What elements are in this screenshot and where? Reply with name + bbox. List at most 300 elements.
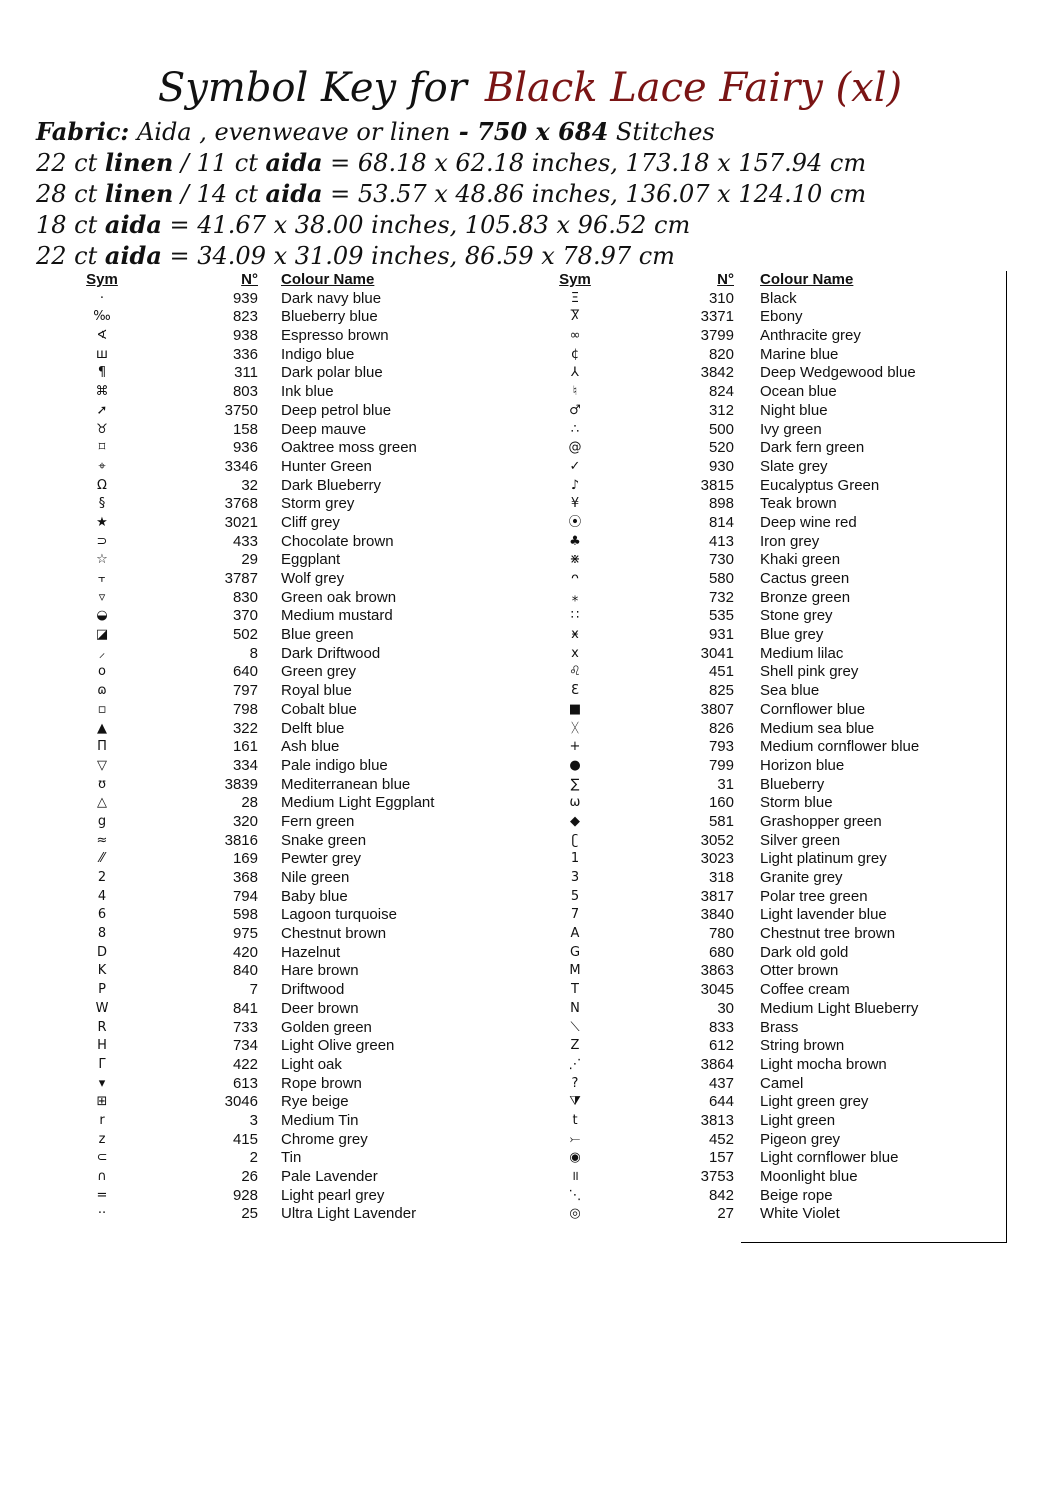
thread-number-cell: 25 bbox=[241, 1205, 258, 1223]
table-row bbox=[0, 1205, 1060, 1224]
thread-number-cell: 799 bbox=[708, 756, 734, 774]
fabric-label: Fabric: bbox=[36, 117, 130, 146]
symbol-cell: K bbox=[97, 963, 107, 979]
colour-name-cell: Deep wine red bbox=[760, 513, 857, 531]
symbol-cell: Ⴟ bbox=[570, 309, 580, 325]
colour-name-cell: Green grey bbox=[281, 663, 357, 681]
colour-name-cell: Dark navy blue bbox=[281, 289, 382, 307]
symbol-cell: ⊂ bbox=[96, 1150, 108, 1166]
table-row bbox=[0, 308, 1060, 327]
table-row bbox=[0, 832, 1060, 851]
colour-name-cell: Marine blue bbox=[760, 345, 839, 363]
size-line-pre: 22 ct bbox=[36, 149, 105, 177]
symbol-cell: ⁄⁄ bbox=[99, 851, 105, 867]
thread-number-cell: 936 bbox=[232, 439, 258, 457]
header-num: N° bbox=[241, 271, 258, 288]
colour-name-cell: Rye beige bbox=[281, 1093, 349, 1111]
symbol-cell: ∢ bbox=[96, 328, 108, 344]
symbol-cell: ¢ bbox=[570, 346, 580, 362]
thread-number-cell: 500 bbox=[708, 420, 734, 438]
colour-name-cell: Pewter grey bbox=[281, 850, 362, 868]
colour-name-cell: Night blue bbox=[760, 401, 828, 419]
symbol-cell: ⅄ bbox=[571, 365, 579, 381]
symbol-cell: ★ bbox=[96, 514, 108, 530]
thread-number-cell: 3864 bbox=[700, 1055, 734, 1073]
colour-name-cell: Lagoon turquoise bbox=[281, 906, 397, 924]
thread-number-cell: 823 bbox=[232, 308, 258, 326]
colour-name-cell: Ocean blue bbox=[760, 383, 837, 401]
table-row bbox=[0, 738, 1060, 757]
colour-name-cell: Pigeon grey bbox=[760, 1130, 841, 1148]
fabric-line bbox=[36, 116, 1036, 147]
thread-number-cell: 3839 bbox=[224, 775, 258, 793]
fabric-specs bbox=[36, 116, 1036, 271]
colour-name-cell: Driftwood bbox=[281, 981, 345, 999]
symbol-key-table bbox=[0, 271, 1060, 1251]
thread-number-cell: 520 bbox=[708, 439, 734, 457]
table-row bbox=[0, 589, 1060, 608]
colour-name-cell: Hazelnut bbox=[281, 943, 341, 961]
thread-number-cell: 928 bbox=[232, 1186, 258, 1204]
colour-name-cell: Silver green bbox=[760, 831, 841, 849]
thread-number-cell: 3045 bbox=[700, 981, 734, 999]
symbol-cell: ·· bbox=[97, 1206, 107, 1222]
colour-name-cell: Sea blue bbox=[760, 682, 820, 700]
symbol-cell: Z bbox=[570, 1038, 580, 1054]
size-line bbox=[36, 240, 1036, 271]
thread-number-cell: 580 bbox=[708, 570, 734, 587]
colour-name-cell: String brown bbox=[760, 1037, 845, 1055]
colour-name-cell: Ash blue bbox=[281, 738, 340, 756]
thread-number-cell: 3816 bbox=[224, 831, 258, 849]
symbol-cell: ω bbox=[569, 795, 581, 811]
symbol-cell: ⌘ bbox=[95, 384, 109, 400]
thread-number-cell: 336 bbox=[232, 345, 258, 363]
size-line-b2: aida bbox=[265, 179, 323, 208]
symbol-cell: M bbox=[569, 963, 581, 979]
symbol-cell: ◆ bbox=[570, 813, 580, 829]
size-line bbox=[36, 147, 1036, 178]
symbol-cell: ◪ bbox=[95, 627, 109, 643]
thread-number-cell: 3750 bbox=[224, 401, 258, 419]
symbol-cell: ⁎ bbox=[571, 589, 579, 605]
thread-number-cell: 840 bbox=[232, 962, 258, 980]
table-row bbox=[0, 290, 1060, 309]
header-name: Colour Name bbox=[760, 271, 854, 288]
table-row bbox=[0, 1000, 1060, 1019]
colour-name-cell: Khaki green bbox=[760, 551, 841, 569]
thread-number-cell: 931 bbox=[708, 626, 734, 644]
thread-number-cell: 898 bbox=[708, 495, 734, 513]
symbol-cell: H bbox=[97, 1038, 107, 1054]
symbol-cell: ᴖ bbox=[571, 571, 579, 586]
colour-name-cell: Deep mauve bbox=[281, 420, 367, 438]
colour-name-cell: Light oak bbox=[281, 1055, 342, 1073]
symbol-cell: ʗ bbox=[571, 832, 579, 848]
symbol-cell: Γ bbox=[98, 1056, 106, 1072]
table-row bbox=[0, 663, 1060, 682]
table-row bbox=[0, 514, 1060, 533]
table-row bbox=[0, 533, 1060, 552]
colour-name-cell: Iron grey bbox=[760, 532, 820, 550]
table-row bbox=[0, 495, 1060, 514]
symbol-cell: P bbox=[98, 982, 106, 998]
symbol-cell: N bbox=[570, 1000, 580, 1016]
thread-number-cell: 598 bbox=[232, 906, 258, 924]
size-line-pre: 22 ct bbox=[36, 242, 105, 270]
thread-number-cell: 814 bbox=[708, 513, 734, 531]
colour-name-cell: Deep petrol blue bbox=[281, 401, 392, 419]
table-row bbox=[0, 962, 1060, 981]
colour-name-cell: Dark Driftwood bbox=[281, 644, 381, 662]
thread-number-cell: 830 bbox=[232, 588, 258, 606]
symbol-cell: ⊞ bbox=[96, 1094, 108, 1110]
thread-number-cell: 26 bbox=[241, 1168, 258, 1185]
thread-number-cell: 322 bbox=[232, 719, 258, 737]
symbol-cell: G bbox=[569, 944, 581, 960]
symbol-key-right-column bbox=[0, 271, 1060, 1224]
colour-name-cell: Royal blue bbox=[281, 682, 352, 700]
thread-number-cell: 30 bbox=[717, 999, 734, 1017]
stitch-label: Stitches bbox=[608, 118, 715, 146]
symbol-cell: ⤚ bbox=[569, 1131, 581, 1147]
symbol-cell: ♌ bbox=[569, 664, 581, 680]
colour-name-cell: Polar tree green bbox=[760, 887, 868, 905]
colour-name-cell: Tin bbox=[281, 1149, 302, 1167]
colour-name-cell: Hare brown bbox=[281, 962, 359, 980]
colour-name-cell: Cobalt blue bbox=[281, 700, 357, 718]
colour-name-cell: Cornflower blue bbox=[760, 700, 866, 718]
thread-number-cell: 169 bbox=[232, 850, 258, 868]
colour-name-cell: Light green grey bbox=[760, 1093, 869, 1111]
colour-name-cell: Nile green bbox=[281, 869, 350, 886]
colour-name-cell: Blueberry bbox=[760, 775, 825, 793]
colour-name-cell: Hunter Green bbox=[281, 457, 372, 475]
symbol-cell: ‰ bbox=[93, 309, 111, 325]
thread-number-cell: 644 bbox=[708, 1093, 734, 1111]
header-num: N° bbox=[717, 271, 734, 288]
thread-number-cell: 3817 bbox=[700, 887, 734, 905]
table-row bbox=[0, 1093, 1060, 1112]
symbol-cell: ▫ bbox=[97, 701, 107, 717]
colour-name-cell: Otter brown bbox=[760, 962, 839, 980]
table-row bbox=[0, 1112, 1060, 1131]
thread-number-cell: 780 bbox=[708, 925, 734, 943]
table-row bbox=[0, 701, 1060, 720]
thread-number-cell: 32 bbox=[241, 476, 258, 494]
symbol-cell: ¶ bbox=[97, 365, 107, 381]
thread-number-cell: 31 bbox=[717, 775, 734, 793]
table-row bbox=[0, 906, 1060, 925]
size-line-b1: linen bbox=[104, 179, 174, 208]
table-row bbox=[0, 1037, 1060, 1056]
symbol-cell: ⋇ bbox=[569, 552, 581, 568]
symbol-cell: ᚷ bbox=[571, 720, 579, 736]
symbol-cell: ◎ bbox=[569, 1206, 581, 1222]
size-line-post: = 53.57 x 48.86 inches, 136.07 x 124.10 cm bbox=[322, 180, 867, 208]
symbol-cell: ∑ bbox=[570, 776, 580, 792]
symbol-cell: g bbox=[97, 813, 107, 829]
symbol-cell: ∞ bbox=[569, 328, 581, 344]
symbol-cell: ⦿ bbox=[568, 514, 582, 530]
thread-number-cell: 3840 bbox=[700, 906, 734, 924]
symbol-cell: T bbox=[571, 982, 579, 998]
symbol-cell: ӿ bbox=[571, 627, 579, 643]
thread-number-cell: 451 bbox=[708, 663, 734, 681]
colour-name-cell: Light cornflower blue bbox=[760, 1149, 899, 1167]
table-row bbox=[0, 944, 1060, 963]
thread-number-cell: 535 bbox=[708, 607, 734, 625]
colour-name-cell: Blue grey bbox=[760, 626, 824, 644]
colour-name-cell: Chrome grey bbox=[281, 1130, 368, 1148]
colour-name-cell: Dark fern green bbox=[760, 439, 865, 457]
colour-name-cell: Golden green bbox=[281, 1018, 372, 1036]
thread-number-cell: 733 bbox=[232, 1018, 258, 1036]
thread-number-cell: 939 bbox=[232, 289, 258, 307]
table-right-rule bbox=[1006, 271, 1007, 1243]
colour-name-cell: Baby blue bbox=[281, 887, 348, 905]
thread-number-cell: 3346 bbox=[224, 457, 258, 475]
colour-name-cell: Camel bbox=[760, 1074, 804, 1092]
thread-number-cell: 833 bbox=[708, 1018, 734, 1036]
symbol-cell: R bbox=[97, 1019, 107, 1035]
symbol-cell: 2 bbox=[97, 870, 107, 885]
colour-name-cell: Storm grey bbox=[281, 495, 355, 513]
thread-number-cell: 798 bbox=[232, 700, 258, 718]
thread-number-cell: 3799 bbox=[700, 327, 734, 345]
table-row bbox=[0, 869, 1060, 888]
symbol-cell: ⊃ bbox=[96, 533, 108, 549]
thread-number-cell: 312 bbox=[708, 401, 734, 419]
colour-name-cell: Chestnut tree brown bbox=[760, 925, 896, 943]
symbol-cell: ♣ bbox=[569, 533, 581, 549]
symbol-cell: Π bbox=[97, 739, 107, 755]
colour-name-cell: Ebony bbox=[760, 308, 803, 326]
colour-name-cell: Grashopper green bbox=[760, 812, 882, 830]
thread-number-cell: 841 bbox=[232, 999, 258, 1017]
thread-number-cell: 3863 bbox=[700, 962, 734, 980]
thread-number-cell: 734 bbox=[232, 1037, 258, 1055]
symbol-cell: + bbox=[569, 739, 581, 755]
size-line-b1: linen bbox=[104, 148, 174, 177]
table-row bbox=[0, 364, 1060, 383]
thread-number-cell: 3041 bbox=[700, 644, 734, 662]
thread-number-cell: 730 bbox=[708, 551, 734, 569]
symbol-cell: ◉ bbox=[569, 1150, 581, 1166]
symbol-cell: ɷ bbox=[97, 683, 107, 699]
thread-number-cell: 160 bbox=[708, 794, 734, 812]
symbol-cell: 3 bbox=[570, 870, 580, 885]
table-row bbox=[0, 1056, 1060, 1075]
header-sym: Sym bbox=[559, 271, 591, 288]
symbol-cell: ▿ bbox=[98, 589, 106, 605]
size-line-post: = 68.18 x 62.18 inches, 173.18 x 157.94 cm bbox=[322, 149, 867, 177]
thread-number-cell: 157 bbox=[708, 1149, 734, 1167]
colour-name-cell: Light platinum grey bbox=[760, 850, 887, 868]
colour-name-cell: Medium Tin bbox=[281, 1111, 359, 1129]
symbol-cell: W bbox=[95, 1000, 109, 1016]
colour-name-cell: Dark Blueberry bbox=[281, 476, 382, 494]
thread-number-cell: 3046 bbox=[224, 1093, 258, 1111]
colour-name-cell: Anthracite grey bbox=[760, 327, 861, 345]
symbol-cell: @ bbox=[568, 440, 582, 456]
table-row bbox=[0, 888, 1060, 907]
thread-number-cell: 158 bbox=[232, 420, 258, 438]
size-line-post: = 34.09 x 31.09 inches, 86.59 x 78.97 cm bbox=[161, 242, 675, 270]
colour-name-cell: Light Olive green bbox=[281, 1037, 395, 1055]
table-row bbox=[0, 813, 1060, 832]
symbol-cell: ∩ bbox=[97, 1169, 107, 1184]
thread-number-cell: 368 bbox=[232, 869, 258, 886]
colour-name-cell: Pale indigo blue bbox=[281, 756, 388, 774]
symbol-cell: ∷ bbox=[570, 608, 580, 624]
symbol-cell: 8 bbox=[97, 926, 107, 942]
colour-name-cell: Pale Lavender bbox=[281, 1168, 378, 1185]
symbol-cell: 6 bbox=[97, 907, 107, 923]
colour-name-cell: Medium Light Eggplant bbox=[281, 794, 435, 812]
symbol-cell: ⧩ bbox=[569, 1094, 581, 1110]
symbol-cell: ✓ bbox=[569, 458, 581, 474]
table-row bbox=[0, 757, 1060, 776]
colour-name-cell: Beige rope bbox=[760, 1186, 833, 1204]
thread-number-cell: 826 bbox=[708, 719, 734, 737]
thread-number-cell: 793 bbox=[708, 738, 734, 756]
table-row bbox=[0, 1019, 1060, 1038]
size-line-b1: aida bbox=[104, 241, 162, 270]
symbol-cell: ¥ bbox=[570, 496, 580, 512]
thread-number-cell: 502 bbox=[232, 626, 258, 644]
pattern-name: Black Lace Fairy (xl) bbox=[484, 65, 903, 111]
colour-name-cell: Light mocha brown bbox=[760, 1055, 887, 1073]
table-row bbox=[0, 421, 1060, 440]
symbol-cell: ⸝ bbox=[98, 645, 106, 661]
thread-number-cell: 437 bbox=[708, 1074, 734, 1092]
thread-number-cell: 29 bbox=[241, 551, 258, 569]
symbol-cell: 7 bbox=[570, 907, 580, 923]
thread-number-cell: 3807 bbox=[700, 700, 734, 718]
colour-name-cell: White Violet bbox=[760, 1205, 840, 1223]
thread-number-cell: 824 bbox=[708, 383, 734, 401]
table-row bbox=[0, 776, 1060, 795]
colour-name-cell: Ultra Light Lavender bbox=[281, 1205, 417, 1223]
size-line-pre: 18 ct bbox=[36, 211, 105, 239]
symbol-cell: ⌖ bbox=[98, 458, 106, 474]
colour-name-cell: Light lavender blue bbox=[760, 906, 887, 924]
colour-name-cell: Light green bbox=[760, 1111, 836, 1129]
colour-name-cell: Teak brown bbox=[760, 495, 837, 513]
colour-name-cell: Medium Light Blueberry bbox=[760, 999, 919, 1017]
header-sym: Sym bbox=[86, 271, 118, 288]
symbol-cell: r bbox=[99, 1112, 105, 1128]
size-line bbox=[36, 178, 1036, 209]
thread-number-cell: 3842 bbox=[700, 364, 734, 382]
table-row bbox=[0, 981, 1060, 1000]
symbol-cell: ≈ bbox=[96, 832, 108, 848]
table-row bbox=[0, 1187, 1060, 1206]
symbol-cell: Ɛ bbox=[571, 683, 579, 699]
thread-number-cell: 938 bbox=[232, 327, 258, 345]
thread-number-cell: 975 bbox=[232, 925, 258, 943]
colour-name-cell: Eucalyptus Green bbox=[760, 476, 880, 494]
colour-name-cell: Fern green bbox=[281, 812, 355, 830]
symbol-cell: 5 bbox=[570, 888, 580, 904]
colour-name-cell: Eggplant bbox=[281, 551, 341, 569]
colour-name-cell: Storm blue bbox=[760, 794, 833, 812]
size-line-b2: aida bbox=[265, 148, 323, 177]
thread-number-cell: 613 bbox=[232, 1074, 258, 1092]
colour-name-cell: Espresso brown bbox=[281, 327, 389, 345]
colour-name-cell: Mediterranean blue bbox=[281, 775, 411, 793]
size-line-pre: 28 ct bbox=[36, 180, 105, 208]
symbol-cell: A bbox=[570, 926, 580, 942]
table-row bbox=[0, 682, 1060, 701]
thread-number-cell: 422 bbox=[232, 1055, 258, 1073]
colour-name-cell: Coffee cream bbox=[760, 981, 850, 999]
thread-number-cell: 3753 bbox=[700, 1168, 734, 1185]
header-name: Colour Name bbox=[281, 271, 375, 288]
symbol-cell: ? bbox=[571, 1075, 579, 1091]
colour-name-cell: Green oak brown bbox=[281, 588, 397, 606]
symbol-cell: △ bbox=[97, 795, 107, 811]
colour-name-cell: Horizon blue bbox=[760, 756, 845, 774]
colour-name-cell: Cactus green bbox=[760, 570, 850, 587]
table-row bbox=[0, 570, 1060, 589]
colour-name-cell: Chestnut brown bbox=[281, 925, 387, 943]
table-row bbox=[0, 551, 1060, 570]
table-row bbox=[0, 346, 1060, 365]
table-row bbox=[0, 1075, 1060, 1094]
table-row bbox=[0, 626, 1060, 645]
symbol-cell: Ω bbox=[97, 477, 107, 493]
symbol-cell: ♪ bbox=[570, 477, 580, 493]
thread-number-cell: 2 bbox=[249, 1149, 258, 1167]
symbol-cell: ■ bbox=[568, 701, 582, 717]
colour-name-cell: Dark old gold bbox=[760, 943, 849, 961]
thread-number-cell: 413 bbox=[708, 532, 734, 550]
thread-number-cell: 7 bbox=[249, 981, 258, 999]
symbol-cell: ▲ bbox=[97, 720, 107, 736]
colour-name-cell: Deep Wedgewood blue bbox=[760, 364, 916, 382]
thread-number-cell: 28 bbox=[241, 794, 258, 812]
symbol-cell: ʊ bbox=[97, 776, 107, 792]
thread-number-cell: 320 bbox=[232, 812, 258, 830]
thread-number-cell: 842 bbox=[708, 1186, 734, 1204]
table-row bbox=[0, 327, 1060, 346]
thread-number-cell: 3813 bbox=[700, 1111, 734, 1129]
colour-name-cell: Wolf grey bbox=[281, 570, 345, 587]
thread-number-cell: 415 bbox=[232, 1130, 258, 1148]
symbol-cell: ◒ bbox=[96, 608, 108, 624]
thread-number-cell: 370 bbox=[232, 607, 258, 625]
symbol-cell: D bbox=[96, 944, 107, 960]
symbol-cell: 1 bbox=[570, 851, 580, 867]
thread-number-cell: 803 bbox=[232, 383, 258, 401]
colour-name-cell: Chocolate brown bbox=[281, 532, 394, 550]
thread-number-cell: 420 bbox=[232, 943, 258, 961]
size-line bbox=[36, 209, 1036, 240]
symbol-cell: Ξ bbox=[570, 290, 580, 306]
symbol-cell: ♉ bbox=[96, 421, 108, 437]
symbol-cell: z bbox=[98, 1131, 106, 1147]
thread-number-cell: 820 bbox=[708, 345, 734, 363]
symbol-cell: ▽ bbox=[97, 757, 107, 773]
thread-number-cell: 732 bbox=[708, 588, 734, 606]
colour-name-cell: Oaktree moss green bbox=[281, 439, 417, 457]
fabric-value: Aida , evenweave or linen bbox=[136, 118, 451, 146]
thread-number-cell: 3768 bbox=[224, 495, 258, 513]
table-row bbox=[0, 607, 1060, 626]
colour-name-cell: Dark polar blue bbox=[281, 364, 383, 382]
